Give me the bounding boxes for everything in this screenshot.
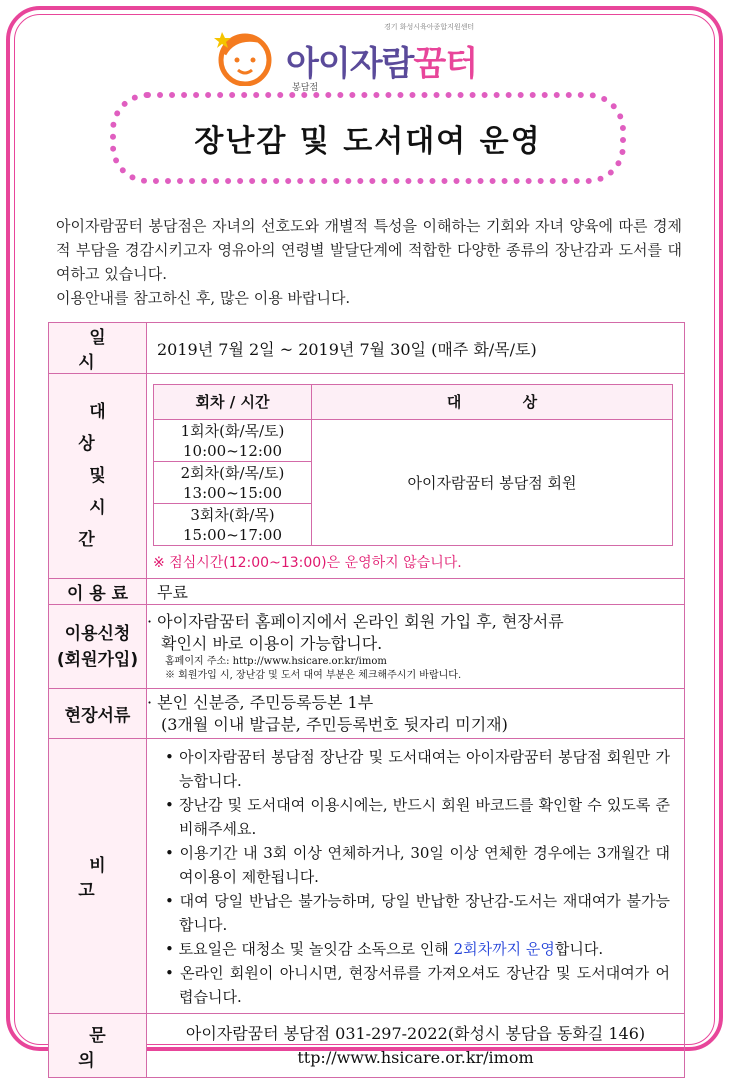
apply-line: 확인시 바로 이용이 가능합니다.: [161, 633, 383, 653]
session-cell: 3회차(화/목) 15:00~17:00: [154, 504, 312, 546]
label-fee: 이 용 료: [49, 579, 147, 605]
row-docs: [49, 689, 685, 739]
child-face-icon: [214, 26, 276, 86]
list-item: • 장난감 및 도서대여 이용시에는, 반드시 회원 바코드를 확인할 수 있도록 준비해주세요.: [165, 796, 670, 838]
signup-note: ※ 회원가입 시, 장난감 및 도서 대여 부분은 체크해주시기 바랍니다.: [165, 669, 462, 681]
row-target: [49, 374, 685, 579]
apply-cell: [147, 605, 685, 689]
label-docs: 현장서류: [49, 689, 147, 739]
label-remarks: 비 고: [49, 739, 147, 1014]
row-date: [49, 323, 685, 374]
contact-url[interactable]: ttp://www.hsicare.or.kr/imom: [297, 1047, 534, 1067]
contact-phone: 아이자람꿈터 봉담점 031-297-2022(화성시 봉담읍 동화길 146): [185, 1023, 646, 1043]
logo-name: 아이자람꿈터: [286, 44, 478, 84]
docs-cell: [147, 689, 685, 739]
page-title: 장난감 및 도서대여 운영: [194, 124, 542, 159]
label-date: 일 시: [49, 323, 147, 374]
list-item: • 아이자람꿈터 봉담점 장난감 및 도서대여는 아이자람꿈터 봉담점 회원만 가능합니다.: [165, 748, 670, 790]
highlight-text: 2회차까지 운영: [453, 940, 555, 958]
target-value: 아이자람꿈터 봉담점 회원: [312, 420, 673, 546]
docs-line: (3개월 이내 발급분, 주민등록번호 뒷자리 미기재): [161, 714, 508, 734]
intro-text: [56, 214, 682, 310]
remarks-list: [147, 739, 684, 1013]
intro-paragraph: 이용안내를 참고하신 후, 많은 이용 바랍니다.: [56, 289, 351, 307]
row-apply: [49, 605, 685, 689]
row-contact: [49, 1014, 685, 1078]
info-table: [48, 322, 685, 1078]
docs-line: · 본인 신분증, 주민등록등본 1부: [147, 692, 374, 712]
session-table: [153, 384, 673, 546]
label-contact: 문 의: [49, 1014, 147, 1078]
logo-branch: 봉담점: [292, 83, 319, 93]
apply-line: · 아이자람꿈터 홈페이지에서 온라인 회원 가입 후, 현장서류: [147, 611, 564, 631]
contact-cell: [147, 1014, 685, 1078]
list-item: • 이용기간 내 3회 이상 연체하거나, 30일 이상 연체한 경우에는 3개월간 대여이용이 제한됩니다.: [165, 844, 670, 886]
row-remarks: [49, 739, 685, 1014]
label-target: 대 상 및 시 간: [49, 374, 147, 579]
list-item: • 온라인 회원이 아니시면, 현장서류를 가져오셔도 장난감 및 도서대여가 어렵습니다.: [165, 964, 670, 1006]
list-item: • 토요일은 대청소 및 놀잇감 소독으로 인해 2회차까지 운영합니다.: [165, 940, 604, 958]
logo-tagline: 경기 화성시육아종합지원센터: [384, 23, 475, 31]
session-cell: 1회차(화/목/토) 10:00~12:00: [154, 420, 312, 462]
lunch-note: ※ 점심시간(12:00~13:00)은 운영하지 않습니다.: [153, 555, 462, 571]
logo: [214, 18, 514, 93]
remarks-cell: [147, 739, 685, 1014]
title-box: [110, 92, 626, 184]
session-cell: 2회차(화/목/토) 13:00~15:00: [154, 462, 312, 504]
list-item: • 대여 당일 반납은 불가능하며, 당일 반납한 장난감-도서는 재대여가 불가능합니다.: [165, 892, 670, 934]
value-date: 2019년 7월 2일 ~ 2019년 7월 30일 (매주 화/목/토): [147, 323, 685, 374]
homepage-address: 홈페이지 주소: http://www.hsicare.or.kr/imom: [165, 655, 387, 667]
session-row: [154, 420, 673, 462]
intro-paragraph: 아이자람꿈터 봉담점은 자녀의 선호도와 개별적 특성을 이해하는 기회와 자녀 양육에 따른 경제적 부담을 경감시키고자 영유아의 연령별 발달단계에 적합한 다양한 종류의 장난감과 도서를 대여하고 있습니다.: [56, 217, 682, 283]
value-fee: 무료: [147, 579, 685, 605]
label-apply: 이용신청 (회원가입): [49, 605, 147, 689]
row-fee: [49, 579, 685, 605]
target-cell: [147, 374, 685, 579]
header-target: 대 상: [312, 385, 673, 420]
header-session: 회차 / 시간: [154, 385, 312, 420]
